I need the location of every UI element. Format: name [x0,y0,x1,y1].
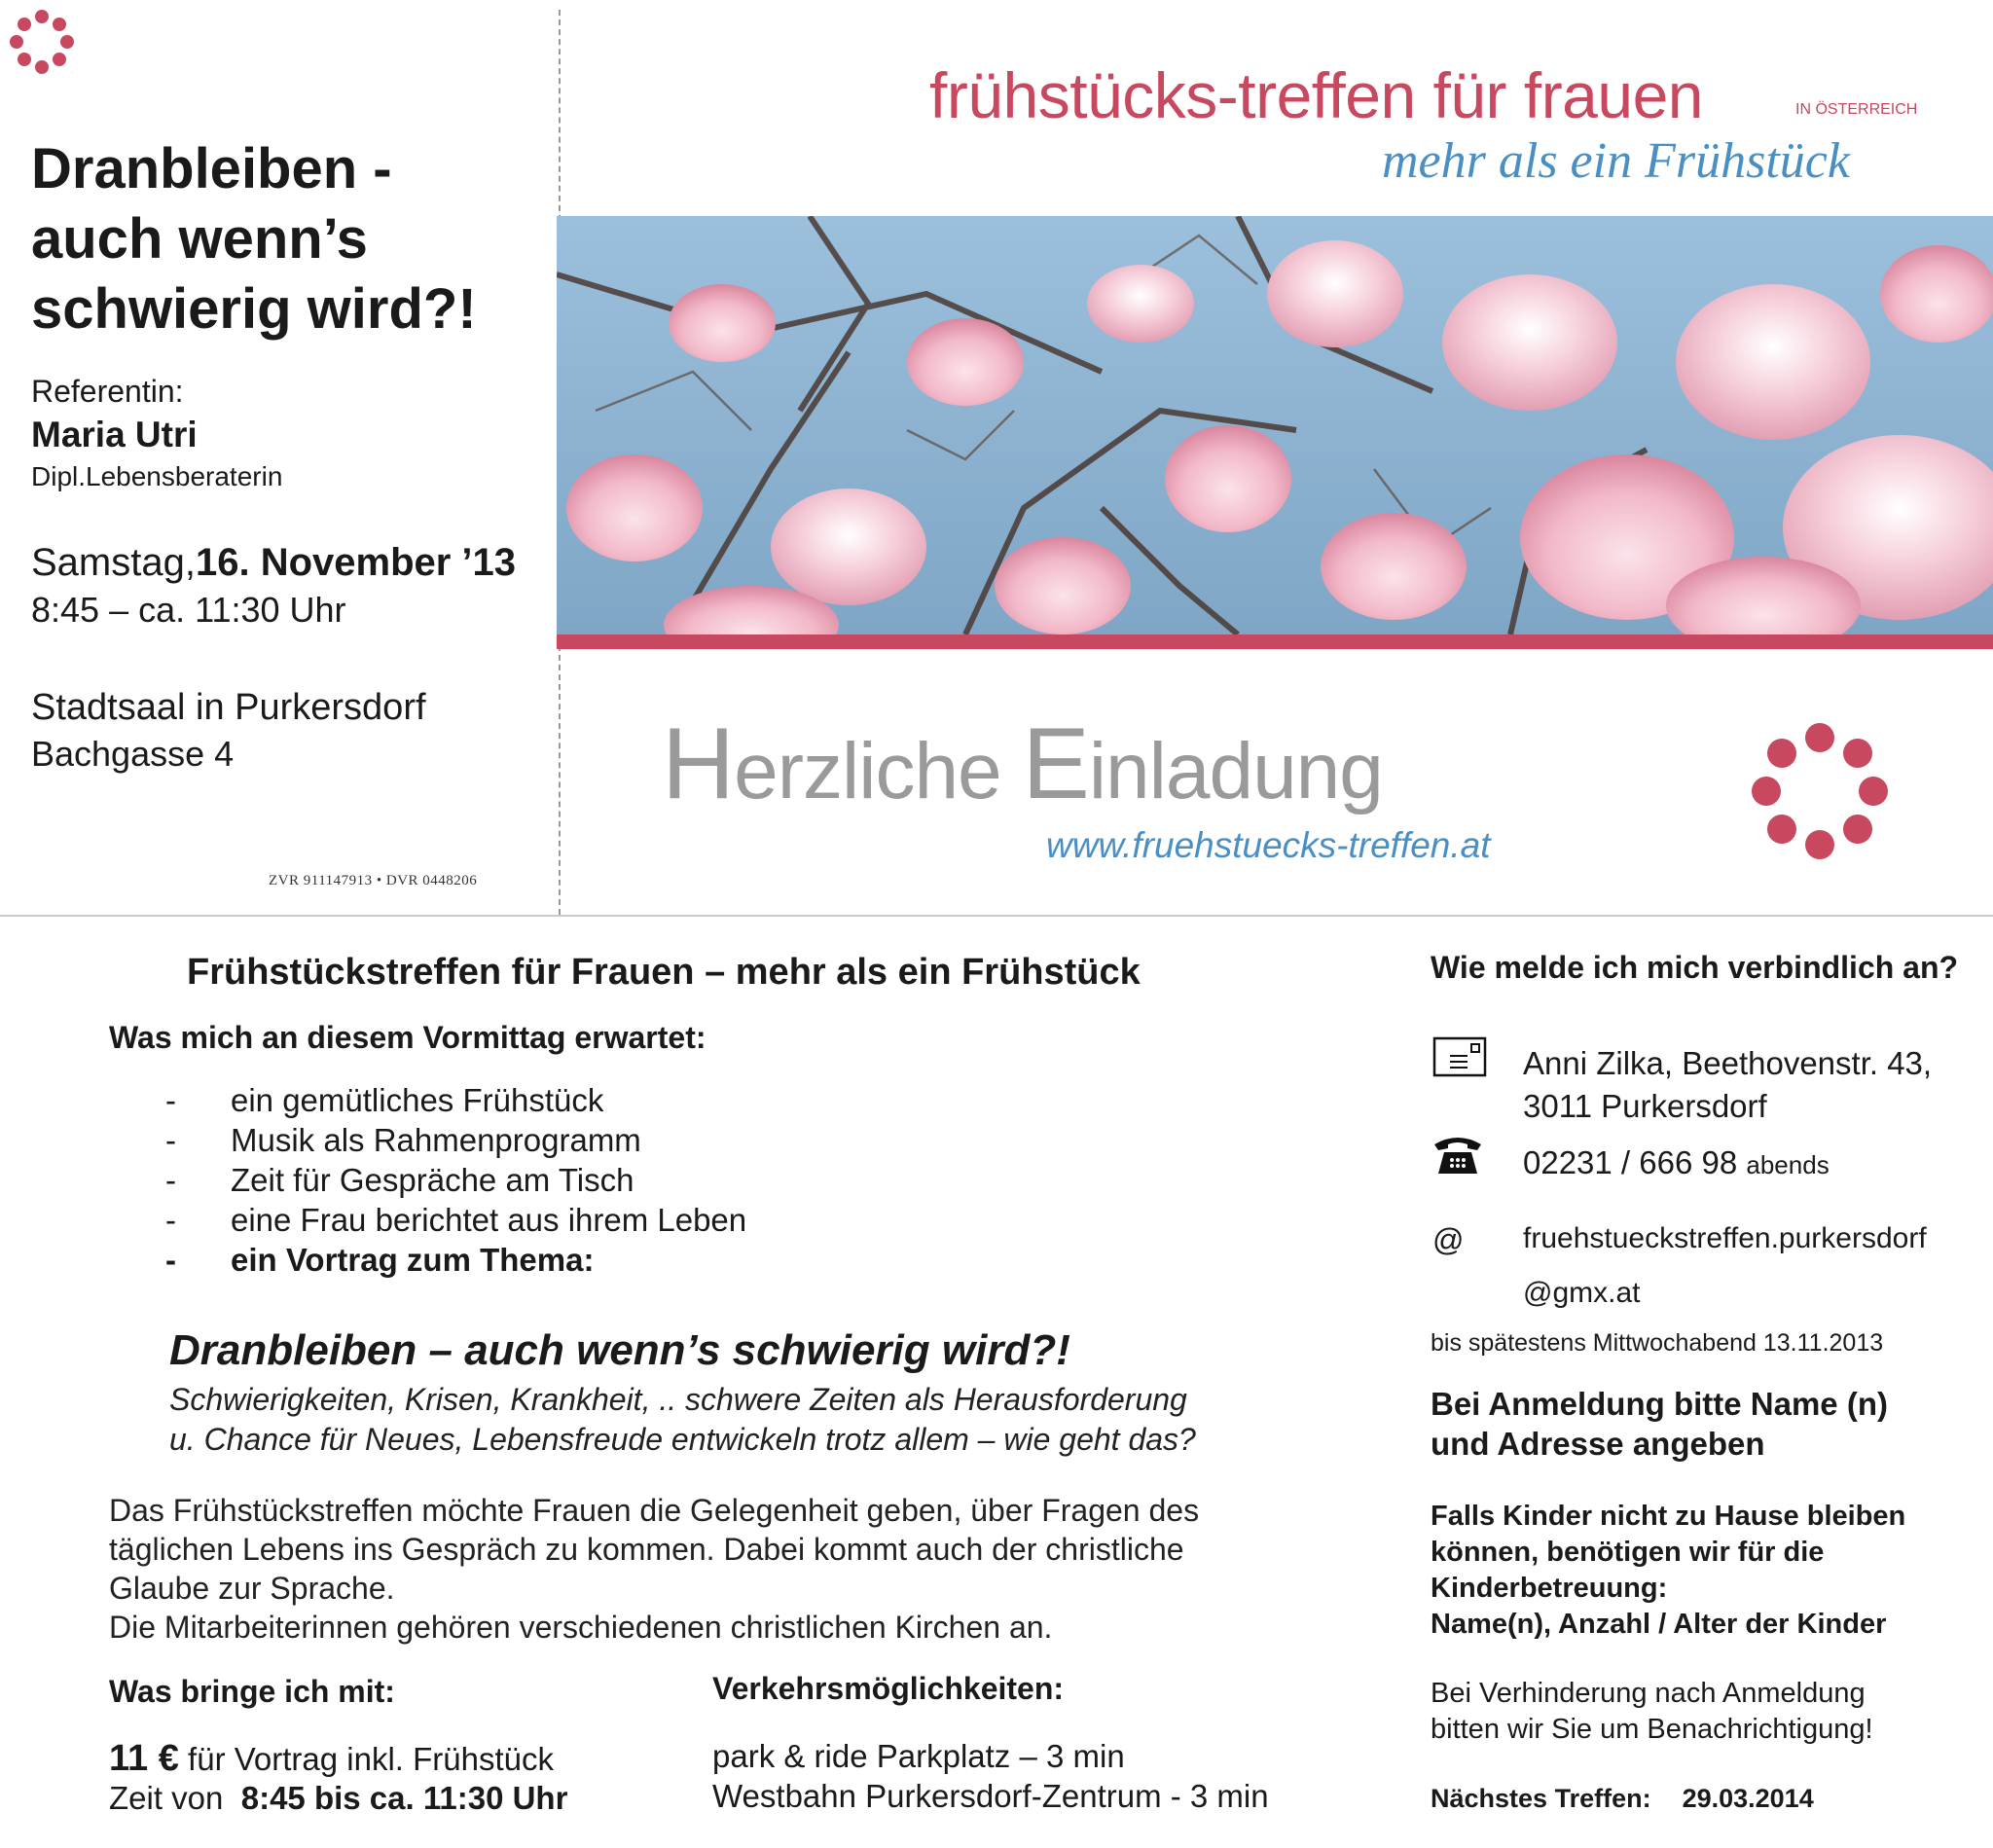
contact-email[interactable]: fruehstueckstreffen.purkersdorf [1523,1222,1927,1254]
brand-tagline: mehr als ein Frühstück [1382,133,1850,189]
contact-address: Anni Zilka, Beethovenstr. 43, [1523,1045,1933,1081]
speaker-label: Referentin: [31,374,184,409]
contact-phone: 02231 / 666 98 abends [1523,1144,1830,1180]
list-item: - eine Frau berichtet aus ihrem Leben [165,1202,747,1238]
fold-line-horizontal [0,915,1993,917]
list-item: - ein gemütliches Frühstück [165,1082,604,1118]
expectations-heading: Was mich an diesem Vormittag erwartet: [109,1020,707,1055]
invitation-heading: Herzliche Einladung [662,707,1383,820]
time-info: Zeit von 8:45 bis ca. 11:30 Uhr [109,1780,568,1816]
transport-item: Westbahn Purkersdorf-Zentrum - 3 min [712,1778,1269,1814]
flower-logo-large-icon [1747,718,1893,864]
childcare-note: Falls Kinder nicht zu Hause bleiben können, benötigen wir für die Kinderbetreuung: Name(n), Anzahl / Alter der Kinder [1431,1501,1906,1640]
lecture-title: Dranbleiben – auch wenn’s schwierig wird?! [169,1326,1070,1374]
letter-icon [1432,1036,1487,1077]
venue-address: Bachgasse 4 [31,734,235,774]
website-link[interactable]: www.fruehstuecks-treffen.at [1046,825,1491,865]
about-paragraph: Das Frühstückstreffen möchte Frauen die Gelegenheit geben, über Fragen des täglichen Lebens ins Gespräch zu kommen. Dabei kommt auch der christliche Glaube zur Sprache. Die Mitarbeiterinnen gehören verschiedenen christlichen Kirchen an. [109,1493,1200,1645]
expectations-list [165,1080,746,1280]
price-info: 11 € für Vortrag inkl. Frühstück [109,1738,555,1779]
telephone-icon [1432,1135,1483,1176]
bring-heading: Was bringe ich mit: [109,1674,395,1709]
contact-email-domain[interactable]: @gmx.at [1523,1277,1641,1309]
registration-deadline: bis spätestens Mittwochabend 13.11.2013 [1431,1329,1884,1357]
next-meeting: Nächstes Treffen: 29.03.2014 [1431,1784,1814,1813]
brand-title: frühstücks-treffen für frauen [929,59,1703,131]
program-heading: Frühstückstreffen für Frauen – mehr als ein Frühstück [187,952,1141,993]
lecture-description: Schwierigkeiten, Krisen, Krankheit, .. schwere Zeiten als Herausforderung u. Chance für Neues, Lebensfreude entwickeln trotz allem – wie geht das? [169,1382,1196,1457]
flower-logo-icon [8,8,76,76]
venue-name: Stadtsaal in Purkersdorf [31,687,426,728]
email-icon: @ [1432,1222,1465,1257]
transport-item: park & ride Parkplatz – 3 min [712,1738,1125,1774]
accent-bar [557,634,1993,649]
list-item: - Musik als Rahmenprogramm [165,1122,641,1158]
contact-city: 3011 Purkersdorf [1523,1088,1767,1124]
event-time: 8:45 – ca. 11:30 Uhr [31,590,346,630]
registry-numbers: ZVR 911147913 • DVR 0448206 [269,873,478,888]
list-item: - Zeit für Gespräche am Tisch [165,1162,634,1198]
registration-note: Bei Anmeldung bitte Name (n) und Adresse angeben [1431,1386,1888,1462]
event-title: Dranbleiben - auch wenn’s schwierig wird?! [31,137,477,341]
registration-heading: Wie melde ich mich verbindlich an? [1431,950,1959,985]
transport-heading: Verkehrsmöglichkeiten: [712,1671,1065,1706]
magnolia-photo [557,216,1993,634]
cancellation-note: Bei Verhinderung nach Anmeldung bitten wir Sie um Benachrichtigung! [1431,1678,1873,1745]
list-item: - ein Vortrag zum Thema: [165,1242,595,1278]
brand-country: IN ÖSTERREICH [1795,101,1918,118]
speaker-role: Dipl.Lebensberaterin [31,461,283,491]
event-date: Samstag,16. November ’13 [31,541,517,584]
speaker-name: Maria Utri [31,415,198,454]
